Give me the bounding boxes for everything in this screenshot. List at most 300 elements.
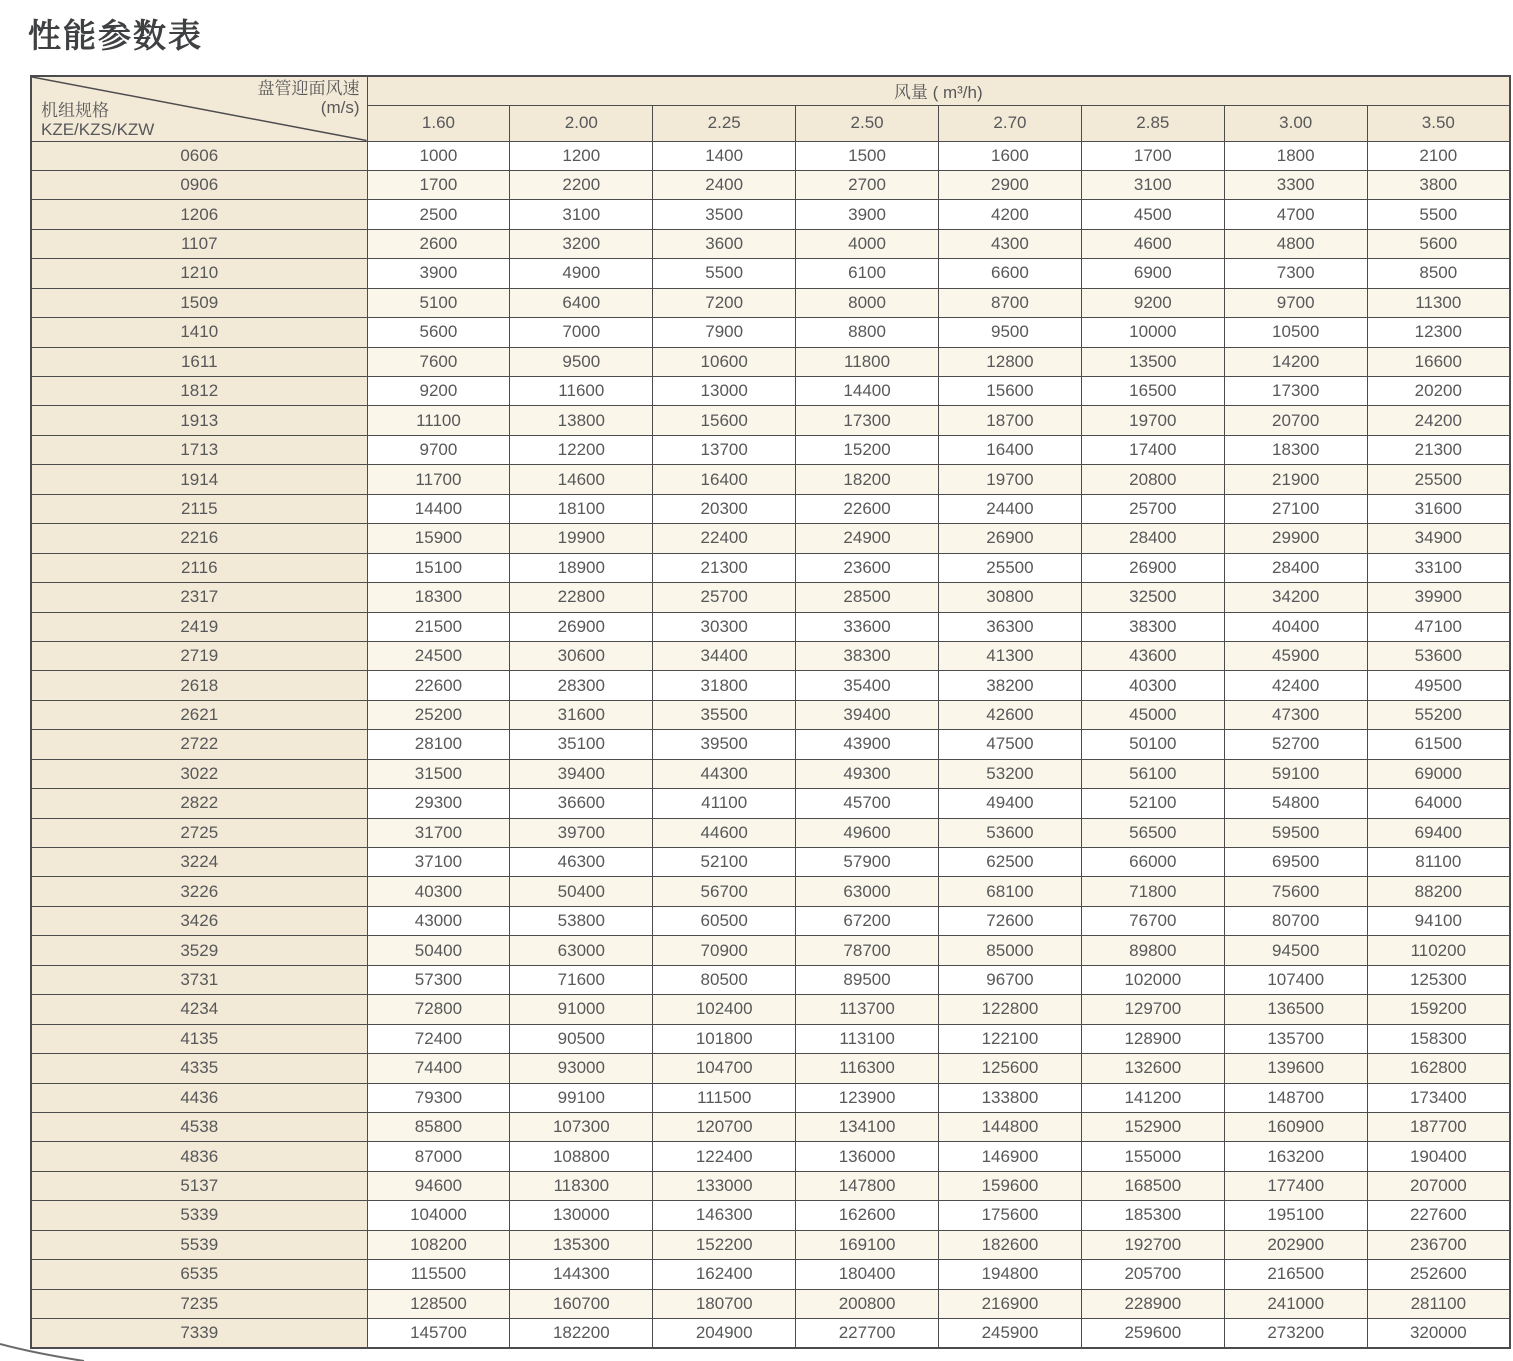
airflow-value-cell: 4500 <box>1081 200 1224 229</box>
airflow-value-cell: 34400 <box>653 641 796 670</box>
airflow-value-cell: 63000 <box>510 936 653 965</box>
airflow-value-cell: 39900 <box>1367 583 1510 612</box>
airflow-value-cell: 43900 <box>796 730 939 759</box>
airflow-value-cell: 3100 <box>1081 170 1224 199</box>
airflow-value-cell: 182600 <box>939 1230 1082 1259</box>
airflow-value-cell: 173400 <box>1367 1083 1510 1112</box>
airflow-value-cell: 15600 <box>939 377 1082 406</box>
airflow-value-cell: 39400 <box>796 700 939 729</box>
airflow-value-cell: 5100 <box>367 288 510 317</box>
airflow-value-cell: 107400 <box>1224 965 1367 994</box>
airflow-value-cell: 53600 <box>1367 641 1510 670</box>
model-cell: 2621 <box>31 700 367 729</box>
airflow-value-cell: 169100 <box>796 1230 939 1259</box>
airflow-value-cell: 108200 <box>367 1230 510 1259</box>
corner-top-label <box>258 79 360 117</box>
airflow-value-cell: 2200 <box>510 170 653 199</box>
airflow-value-cell: 185300 <box>1081 1201 1224 1230</box>
table-row <box>31 848 1510 877</box>
airflow-value-cell: 15200 <box>796 435 939 464</box>
airflow-value-cell: 273200 <box>1224 1319 1367 1348</box>
airflow-value-cell: 17300 <box>796 406 939 435</box>
airflow-value-cell: 8800 <box>796 318 939 347</box>
table-row <box>31 612 1510 641</box>
airflow-value-cell: 111500 <box>653 1083 796 1112</box>
airflow-value-cell: 70900 <box>653 936 796 965</box>
airflow-value-cell: 11800 <box>796 347 939 376</box>
corner-bottom-label <box>41 101 154 139</box>
airflow-value-cell: 129700 <box>1081 995 1224 1024</box>
airflow-value-cell: 8000 <box>796 288 939 317</box>
airflow-value-cell: 54800 <box>1224 789 1367 818</box>
table-row <box>31 1171 1510 1200</box>
airflow-value-cell: 53200 <box>939 759 1082 788</box>
airflow-value-cell: 18700 <box>939 406 1082 435</box>
airflow-value-cell: 135700 <box>1224 1024 1367 1053</box>
airflow-value-cell: 94100 <box>1367 906 1510 935</box>
model-cell: 5339 <box>31 1201 367 1230</box>
airflow-value-cell: 14600 <box>510 465 653 494</box>
airflow-value-cell: 14200 <box>1224 347 1367 376</box>
airflow-value-cell: 9200 <box>1081 288 1224 317</box>
airflow-value-cell: 45900 <box>1224 641 1367 670</box>
airflow-value-cell: 148700 <box>1224 1083 1367 1112</box>
airflow-value-cell: 39400 <box>510 759 653 788</box>
airflow-value-cell: 155000 <box>1081 1142 1224 1171</box>
table-row <box>31 1054 1510 1083</box>
model-cell: 2116 <box>31 553 367 582</box>
airflow-value-cell: 96700 <box>939 965 1082 994</box>
speed-column-header: 2.50 <box>796 105 939 141</box>
model-cell: 2725 <box>31 818 367 847</box>
airflow-value-cell: 22800 <box>510 583 653 612</box>
airflow-value-cell: 110200 <box>1367 936 1510 965</box>
airflow-value-cell: 30300 <box>653 612 796 641</box>
airflow-value-cell: 69400 <box>1367 818 1510 847</box>
airflow-value-cell: 205700 <box>1081 1260 1224 1289</box>
airflow-value-cell: 281100 <box>1367 1289 1510 1318</box>
model-cell: 4538 <box>31 1112 367 1141</box>
airflow-value-cell: 18300 <box>367 583 510 612</box>
model-cell: 6535 <box>31 1260 367 1289</box>
airflow-value-cell: 132600 <box>1081 1054 1224 1083</box>
model-cell: 1410 <box>31 318 367 347</box>
airflow-value-cell: 41300 <box>939 641 1082 670</box>
airflow-value-cell: 190400 <box>1367 1142 1510 1171</box>
model-cell: 1509 <box>31 288 367 317</box>
airflow-value-cell: 52100 <box>653 848 796 877</box>
airflow-value-cell: 19700 <box>1081 406 1224 435</box>
model-cell: 5137 <box>31 1171 367 1200</box>
table-row <box>31 671 1510 700</box>
airflow-value-cell: 31500 <box>367 759 510 788</box>
airflow-value-cell: 4000 <box>796 229 939 258</box>
table-row <box>31 789 1510 818</box>
airflow-value-cell: 29300 <box>367 789 510 818</box>
airflow-value-cell: 19900 <box>510 524 653 553</box>
airflow-value-cell: 94600 <box>367 1171 510 1200</box>
airflow-value-cell: 6400 <box>510 288 653 317</box>
airflow-value-cell: 152900 <box>1081 1112 1224 1141</box>
airflow-value-cell: 5500 <box>1367 200 1510 229</box>
airflow-value-cell: 20800 <box>1081 465 1224 494</box>
airflow-value-cell: 241000 <box>1224 1289 1367 1318</box>
table-row <box>31 1142 1510 1171</box>
airflow-value-cell: 1700 <box>1081 141 1224 170</box>
airflow-value-cell: 122100 <box>939 1024 1082 1053</box>
airflow-value-cell: 17400 <box>1081 435 1224 464</box>
airflow-value-cell: 14400 <box>367 494 510 523</box>
airflow-value-cell: 22400 <box>653 524 796 553</box>
airflow-value-cell: 10500 <box>1224 318 1367 347</box>
airflow-value-cell: 136000 <box>796 1142 939 1171</box>
airflow-value-cell: 31600 <box>1367 494 1510 523</box>
speed-column-header: 3.50 <box>1367 105 1510 141</box>
table-row <box>31 1319 1510 1348</box>
airflow-value-cell: 23600 <box>796 553 939 582</box>
model-cell: 1107 <box>31 229 367 258</box>
airflow-value-cell: 21500 <box>367 612 510 641</box>
model-cell: 7235 <box>31 1289 367 1318</box>
airflow-value-cell: 104700 <box>653 1054 796 1083</box>
airflow-value-cell: 42600 <box>939 700 1082 729</box>
airflow-value-cell: 49500 <box>1367 671 1510 700</box>
table-row <box>31 700 1510 729</box>
airflow-value-cell: 20700 <box>1224 406 1367 435</box>
airflow-value-cell: 69500 <box>1224 848 1367 877</box>
table-row <box>31 818 1510 847</box>
airflow-value-cell: 33600 <box>796 612 939 641</box>
airflow-value-cell: 30600 <box>510 641 653 670</box>
model-cell: 2719 <box>31 641 367 670</box>
airflow-value-cell: 2700 <box>796 170 939 199</box>
airflow-value-cell: 9200 <box>367 377 510 406</box>
airflow-value-cell: 25700 <box>653 583 796 612</box>
speed-column-header: 2.70 <box>939 105 1082 141</box>
table-row <box>31 170 1510 199</box>
airflow-value-cell: 7600 <box>367 347 510 376</box>
airflow-value-cell: 134100 <box>796 1112 939 1141</box>
airflow-value-cell: 9500 <box>510 347 653 376</box>
airflow-value-cell: 13700 <box>653 435 796 464</box>
model-cell: 3731 <box>31 965 367 994</box>
airflow-value-cell: 11700 <box>367 465 510 494</box>
airflow-value-cell: 3600 <box>653 229 796 258</box>
airflow-value-cell: 136500 <box>1224 995 1367 1024</box>
airflow-value-cell: 50400 <box>367 936 510 965</box>
model-cell: 1611 <box>31 347 367 376</box>
page-title: 性能参数表 <box>28 17 203 54</box>
airflow-value-cell: 41100 <box>653 789 796 818</box>
airflow-value-cell: 10600 <box>653 347 796 376</box>
speed-column-header: 2.25 <box>653 105 796 141</box>
airflow-value-cell: 12800 <box>939 347 1082 376</box>
model-cell: 3226 <box>31 877 367 906</box>
airflow-value-cell: 133000 <box>653 1171 796 1200</box>
airflow-value-cell: 31600 <box>510 700 653 729</box>
table-row <box>31 641 1510 670</box>
airflow-header-row <box>31 76 1510 105</box>
airflow-value-cell: 195100 <box>1224 1201 1367 1230</box>
airflow-value-cell: 162600 <box>796 1201 939 1230</box>
model-cell: 3426 <box>31 906 367 935</box>
airflow-value-cell: 9700 <box>1224 288 1367 317</box>
airflow-value-cell: 202900 <box>1224 1230 1367 1259</box>
model-cell: 4335 <box>31 1054 367 1083</box>
airflow-value-cell: 31800 <box>653 671 796 700</box>
airflow-value-cell: 160700 <box>510 1289 653 1318</box>
airflow-value-cell: 102400 <box>653 995 796 1024</box>
airflow-value-cell: 29900 <box>1224 524 1367 553</box>
airflow-value-cell: 7200 <box>653 288 796 317</box>
model-cell: 2317 <box>31 583 367 612</box>
airflow-value-cell: 75600 <box>1224 877 1367 906</box>
airflow-value-cell: 69000 <box>1367 759 1510 788</box>
airflow-value-cell: 62500 <box>939 848 1082 877</box>
airflow-value-cell: 27100 <box>1224 494 1367 523</box>
airflow-value-cell: 24200 <box>1367 406 1510 435</box>
airflow-value-cell: 47500 <box>939 730 1082 759</box>
airflow-value-cell: 55200 <box>1367 700 1510 729</box>
airflow-value-cell: 18300 <box>1224 435 1367 464</box>
airflow-value-cell: 159600 <box>939 1171 1082 1200</box>
airflow-value-cell: 4700 <box>1224 200 1367 229</box>
airflow-value-cell: 40300 <box>367 877 510 906</box>
table-row <box>31 906 1510 935</box>
airflow-value-cell: 18200 <box>796 465 939 494</box>
model-cell: 1913 <box>31 406 367 435</box>
model-cell: 2419 <box>31 612 367 641</box>
airflow-value-cell: 1400 <box>653 141 796 170</box>
airflow-value-cell: 228900 <box>1081 1289 1224 1318</box>
airflow-value-cell: 2600 <box>367 229 510 258</box>
airflow-value-cell: 118300 <box>510 1171 653 1200</box>
airflow-value-cell: 4800 <box>1224 229 1367 258</box>
airflow-value-cell: 141200 <box>1081 1083 1224 1112</box>
airflow-value-cell: 79300 <box>367 1083 510 1112</box>
airflow-value-cell: 200800 <box>796 1289 939 1318</box>
model-cell: 1713 <box>31 435 367 464</box>
airflow-value-cell: 9700 <box>367 435 510 464</box>
airflow-value-cell: 13500 <box>1081 347 1224 376</box>
airflow-value-cell: 52700 <box>1224 730 1367 759</box>
airflow-value-cell: 21300 <box>1367 435 1510 464</box>
airflow-value-cell: 99100 <box>510 1083 653 1112</box>
unit-model-label: 机组规格 <box>41 100 109 120</box>
airflow-value-cell: 158300 <box>1367 1024 1510 1053</box>
airflow-value-cell: 116300 <box>796 1054 939 1083</box>
model-cell: 7339 <box>31 1319 367 1348</box>
airflow-value-cell: 91000 <box>510 995 653 1024</box>
airflow-value-cell: 168500 <box>1081 1171 1224 1200</box>
airflow-value-cell: 32500 <box>1081 583 1224 612</box>
airflow-value-cell: 113100 <box>796 1024 939 1053</box>
table-row <box>31 936 1510 965</box>
airflow-value-cell: 72400 <box>367 1024 510 1053</box>
airflow-value-cell: 125300 <box>1367 965 1510 994</box>
model-cell: 0906 <box>31 170 367 199</box>
table-row <box>31 465 1510 494</box>
airflow-value-cell: 3900 <box>367 259 510 288</box>
airflow-value-cell: 122800 <box>939 995 1082 1024</box>
airflow-value-cell: 5600 <box>1367 229 1510 258</box>
airflow-value-cell: 57900 <box>796 848 939 877</box>
table-row <box>31 1230 1510 1259</box>
table-row <box>31 553 1510 582</box>
airflow-value-cell: 49600 <box>796 818 939 847</box>
airflow-value-cell: 74400 <box>367 1054 510 1083</box>
airflow-value-cell: 3800 <box>1367 170 1510 199</box>
airflow-value-cell: 4300 <box>939 229 1082 258</box>
airflow-value-cell: 67200 <box>796 906 939 935</box>
airflow-value-cell: 104000 <box>367 1201 510 1230</box>
table-row <box>31 1289 1510 1318</box>
airflow-value-cell: 81100 <box>1367 848 1510 877</box>
airflow-value-cell: 204900 <box>653 1319 796 1348</box>
airflow-value-cell: 35400 <box>796 671 939 700</box>
airflow-value-cell: 3900 <box>796 200 939 229</box>
airflow-value-cell: 76700 <box>1081 906 1224 935</box>
airflow-value-cell: 3200 <box>510 229 653 258</box>
airflow-value-cell: 31700 <box>367 818 510 847</box>
airflow-value-cell: 107300 <box>510 1112 653 1141</box>
airflow-value-cell: 175600 <box>939 1201 1082 1230</box>
airflow-value-cell: 35100 <box>510 730 653 759</box>
airflow-value-cell: 9500 <box>939 318 1082 347</box>
airflow-value-cell: 160900 <box>1224 1112 1367 1141</box>
airflow-value-cell: 2100 <box>1367 141 1510 170</box>
airflow-value-cell: 2500 <box>367 200 510 229</box>
airflow-value-cell: 49300 <box>796 759 939 788</box>
airflow-value-cell: 26900 <box>510 612 653 641</box>
airflow-value-cell: 227700 <box>796 1319 939 1348</box>
airflow-value-cell: 43600 <box>1081 641 1224 670</box>
airflow-value-cell: 61500 <box>1367 730 1510 759</box>
airflow-value-cell: 1000 <box>367 141 510 170</box>
airflow-value-cell: 180400 <box>796 1260 939 1289</box>
airflow-value-cell: 135300 <box>510 1230 653 1259</box>
airflow-value-cell: 80700 <box>1224 906 1367 935</box>
airflow-value-cell: 63000 <box>796 877 939 906</box>
airflow-value-cell: 56100 <box>1081 759 1224 788</box>
airflow-value-cell: 1800 <box>1224 141 1367 170</box>
table-row <box>31 200 1510 229</box>
airflow-value-cell: 102000 <box>1081 965 1224 994</box>
airflow-value-cell: 80500 <box>653 965 796 994</box>
airflow-value-cell: 16400 <box>939 435 1082 464</box>
airflow-value-cell: 53600 <box>939 818 1082 847</box>
airflow-value-cell: 128900 <box>1081 1024 1224 1053</box>
airflow-value-cell: 2900 <box>939 170 1082 199</box>
airflow-value-cell: 21900 <box>1224 465 1367 494</box>
airflow-value-cell: 5600 <box>367 318 510 347</box>
performance-table <box>30 75 1511 1349</box>
airflow-value-cell: 28400 <box>1224 553 1367 582</box>
airflow-value-cell: 245900 <box>939 1319 1082 1348</box>
model-cell: 4436 <box>31 1083 367 1112</box>
airflow-value-cell: 177400 <box>1224 1171 1367 1200</box>
airflow-value-cell: 7300 <box>1224 259 1367 288</box>
airflow-value-cell: 40300 <box>1081 671 1224 700</box>
airflow-value-cell: 2400 <box>653 170 796 199</box>
airflow-value-cell: 194800 <box>939 1260 1082 1289</box>
airflow-value-cell: 1600 <box>939 141 1082 170</box>
airflow-value-cell: 1200 <box>510 141 653 170</box>
airflow-value-cell: 19700 <box>939 465 1082 494</box>
airflow-value-cell: 71600 <box>510 965 653 994</box>
airflow-value-cell: 207000 <box>1367 1171 1510 1200</box>
airflow-value-cell: 25200 <box>367 700 510 729</box>
airflow-value-cell: 180700 <box>653 1289 796 1318</box>
airflow-value-cell: 39500 <box>653 730 796 759</box>
table-row <box>31 995 1510 1024</box>
model-cell: 4135 <box>31 1024 367 1053</box>
airflow-value-cell: 52100 <box>1081 789 1224 818</box>
airflow-value-cell: 16600 <box>1367 347 1510 376</box>
table-row <box>31 494 1510 523</box>
model-cell: 1206 <box>31 200 367 229</box>
airflow-value-cell: 59500 <box>1224 818 1367 847</box>
table-row <box>31 406 1510 435</box>
corner-header-cell <box>31 76 367 141</box>
airflow-value-cell: 8500 <box>1367 259 1510 288</box>
airflow-value-cell: 88200 <box>1367 877 1510 906</box>
velocity-unit-label: (m/s) <box>320 98 360 117</box>
airflow-value-cell: 36300 <box>939 612 1082 641</box>
table-row <box>31 229 1510 258</box>
airflow-value-cell: 87000 <box>367 1142 510 1171</box>
airflow-value-cell: 6100 <box>796 259 939 288</box>
table-row <box>31 1201 1510 1230</box>
airflow-value-cell: 1500 <box>796 141 939 170</box>
airflow-value-cell: 50100 <box>1081 730 1224 759</box>
airflow-value-cell: 113700 <box>796 995 939 1024</box>
airflow-value-cell: 18100 <box>510 494 653 523</box>
airflow-value-cell: 120700 <box>653 1112 796 1141</box>
airflow-value-cell: 72600 <box>939 906 1082 935</box>
model-cell: 2216 <box>31 524 367 553</box>
speed-column-header: 3.00 <box>1224 105 1367 141</box>
airflow-value-cell: 24500 <box>367 641 510 670</box>
airflow-value-cell: 6900 <box>1081 259 1224 288</box>
airflow-value-cell: 15100 <box>367 553 510 582</box>
airflow-value-cell: 40400 <box>1224 612 1367 641</box>
table-row <box>31 318 1510 347</box>
airflow-value-cell: 11300 <box>1367 288 1510 317</box>
table-row <box>31 259 1510 288</box>
airflow-value-cell: 133800 <box>939 1083 1082 1112</box>
airflow-value-cell: 3500 <box>653 200 796 229</box>
model-cell: 0606 <box>31 141 367 170</box>
airflow-value-cell: 24400 <box>939 494 1082 523</box>
airflow-value-cell: 13800 <box>510 406 653 435</box>
airflow-value-cell: 130000 <box>510 1201 653 1230</box>
airflow-value-cell: 85000 <box>939 936 1082 965</box>
airflow-value-cell: 53800 <box>510 906 653 935</box>
page-corner-curve-decoration <box>0 1294 100 1361</box>
airflow-group-header: 风量 ( m³/h) <box>367 76 1510 105</box>
airflow-value-cell: 10000 <box>1081 318 1224 347</box>
airflow-value-cell: 30800 <box>939 583 1082 612</box>
airflow-value-cell: 25500 <box>939 553 1082 582</box>
airflow-value-cell: 57300 <box>367 965 510 994</box>
airflow-value-cell: 16400 <box>653 465 796 494</box>
airflow-value-cell: 93000 <box>510 1054 653 1083</box>
airflow-value-cell: 47300 <box>1224 700 1367 729</box>
airflow-value-cell: 78700 <box>796 936 939 965</box>
airflow-value-cell: 12300 <box>1367 318 1510 347</box>
table-row <box>31 141 1510 170</box>
